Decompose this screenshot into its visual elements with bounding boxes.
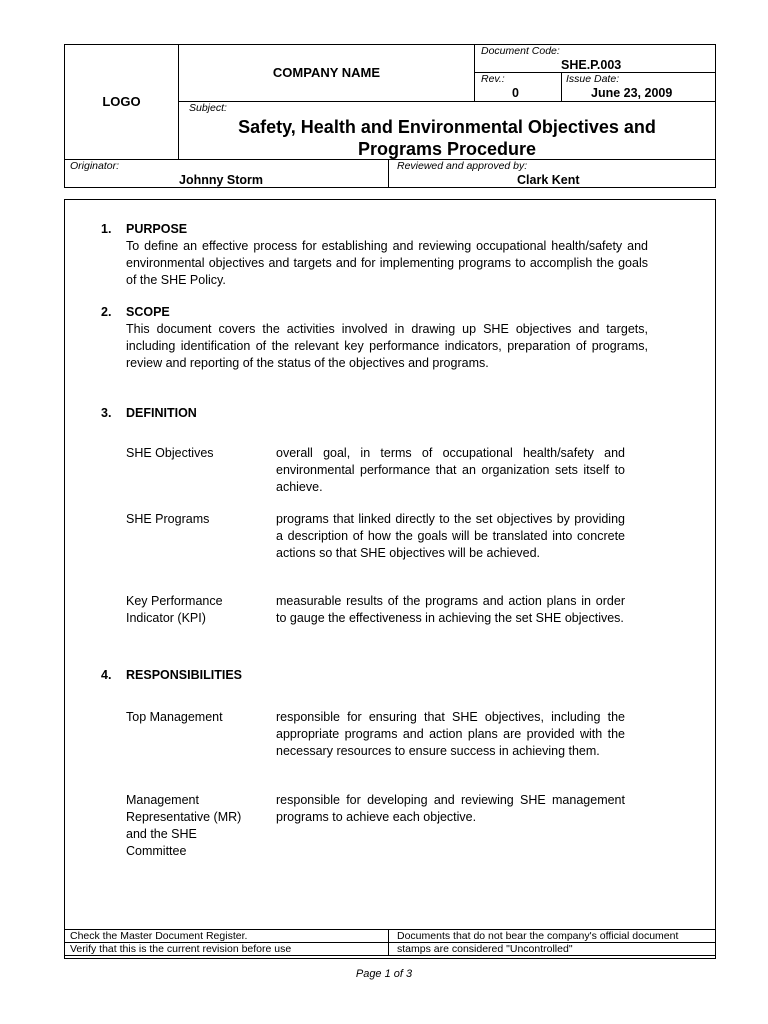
footer-cell <box>388 929 716 943</box>
section-heading-definition: DEFINITION <box>126 406 197 420</box>
footer-note: Verify that this is the current revision before use <box>70 943 292 955</box>
responsibility-role: Management Representative (MR) and the SHE Committee <box>126 793 242 858</box>
revision-cell <box>474 72 562 102</box>
revision-number: 0 <box>512 86 519 100</box>
definition-text: overall goal, in terms of occupational health/safety and environmental performance that an organization sets itself to achieve. <box>276 446 625 494</box>
footer-note: Documents that do not bear the company's official document <box>397 930 679 942</box>
document-code: SHE.P.003 <box>561 58 622 72</box>
issue-date-cell <box>561 72 716 102</box>
section-number: 2. <box>101 305 112 319</box>
section-number: 1. <box>101 222 112 236</box>
footer-note: stamps are considered "Uncontrolled" <box>397 943 573 955</box>
issue-date-label: Issue Date: <box>566 73 620 85</box>
page-number: Page 1 of 3 <box>355 968 413 980</box>
document-code-label: Document Code: <box>481 45 560 57</box>
section-heading-scope: SCOPE <box>126 305 170 319</box>
subject-title-line-1: Safety, Health and Environmental Objectives and <box>238 117 656 137</box>
footer-note: Check the Master Document Register. <box>70 930 248 942</box>
section-number: 3. <box>101 406 112 420</box>
reviewer-label: Reviewed and approved by: <box>397 160 528 172</box>
definition-text: programs that linked directly to the set objectives by providing a description of how the goals will be translated into concrete actions so that SHE objectives will be achieved. <box>276 512 625 560</box>
logo-placeholder: LOGO <box>102 94 141 109</box>
company-name: COMPANY NAME <box>272 65 381 80</box>
footer-cell <box>64 942 389 956</box>
originator-label: Originator: <box>70 160 120 172</box>
subject-label: Subject: <box>189 102 227 114</box>
subject-cell <box>178 101 716 160</box>
responsibility-text: responsible for ensuring that SHE objectives, including the appropriate programs and action plans are provided with the necessary resources to ensure success in achieving them. <box>276 710 625 758</box>
definition-term: Key Performance Indicator (KPI) <box>126 594 223 625</box>
document-code-cell <box>474 44 716 73</box>
section-number: 4. <box>101 668 112 682</box>
responsibility-role: Top Management <box>126 710 223 724</box>
footer-cell <box>388 942 716 956</box>
revision-label: Rev.: <box>481 73 505 85</box>
responsibility-text: responsible for developing and reviewing SHE management programs to achieve each objective. <box>276 793 625 824</box>
section-heading-responsibilities: RESPONSIBILITIES <box>126 668 242 682</box>
definition-text: measurable results of the programs and action plans in order to gauge the effectiveness in achieving the set SHE objectives. <box>276 594 625 625</box>
originator-name: Johnny Storm <box>179 173 264 187</box>
footer-cell <box>64 929 389 943</box>
scope-text: This document covers the activities involved in drawing up SHE objectives and targets, including identification of the relevant key performance indicators, preparation of programs, review and reporting of the status of the objectives and programs. <box>126 322 648 370</box>
company-name-cell <box>178 44 475 102</box>
issue-date: June 23, 2009 <box>591 86 673 100</box>
reviewer-name: Clark Kent <box>517 173 580 187</box>
definition-term: SHE Programs <box>126 512 210 526</box>
section-heading-purpose: PURPOSE <box>126 222 188 236</box>
reviewer-cell <box>388 159 716 188</box>
purpose-text: To define an effective process for establishing and reviewing occupational health/safety and environmental objectives and targets and for implementing programs to accomplish the goals of the SHE Policy. <box>126 239 648 287</box>
definition-term: SHE Objectives <box>126 446 214 460</box>
originator-cell <box>64 159 389 188</box>
logo-cell <box>64 44 179 160</box>
subject-title-line-2: Programs Procedure <box>357 139 537 159</box>
